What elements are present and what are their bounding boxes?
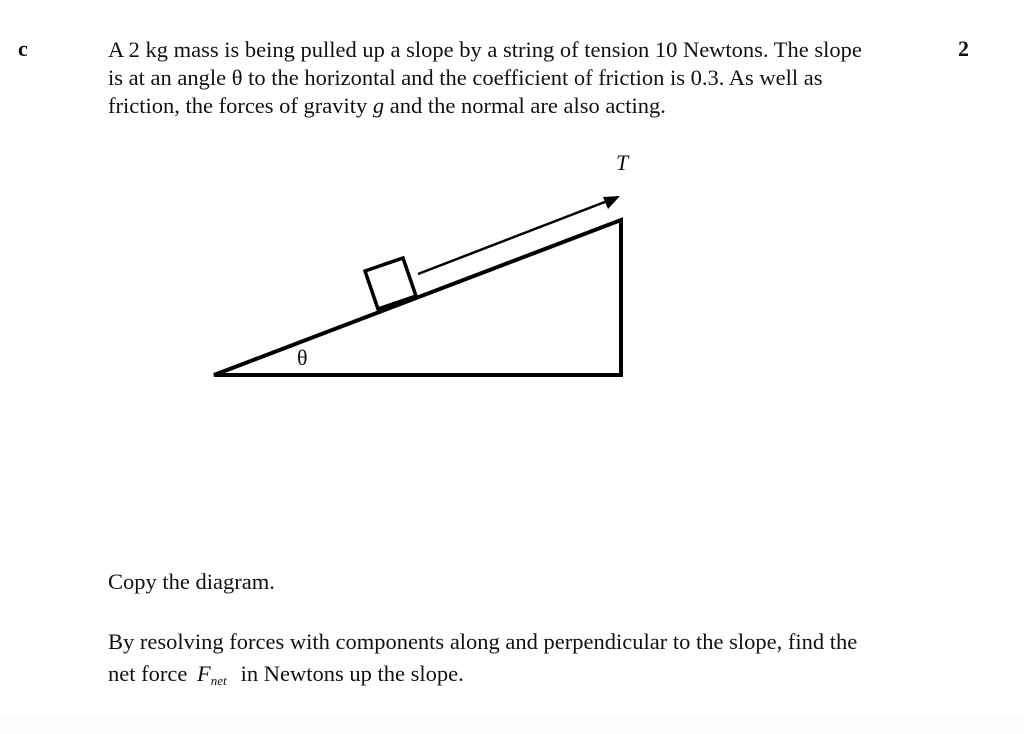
fnet-symbol <box>197 658 227 693</box>
arrow-head-icon <box>603 196 620 209</box>
angle-label: θ <box>297 345 308 370</box>
marks-value: 2 <box>958 36 969 61</box>
page-bottom-band <box>0 714 1024 734</box>
question-line-3-a: friction, the forces of gravity <box>108 93 373 118</box>
instruction-copy: Copy the diagram. <box>108 569 275 594</box>
fnet-subscript: net <box>210 673 227 688</box>
resolve-line-2-post: in Newtons up the slope. <box>240 661 464 686</box>
question-line-3-b: and the normal are also acting. <box>384 93 666 118</box>
resolve-line-1: By resolving forces with components along and perpendicular to the slope, find the <box>108 629 858 654</box>
question-line-2: is at an angle θ to the horizontal and the coefficient of friction is 0.3. As well as <box>108 65 823 90</box>
question-line-1: A 2 kg mass is being pulled up a slope by a string of tension 10 Newtons. The slope <box>108 37 862 62</box>
gravity-symbol: g <box>372 93 385 118</box>
question-part-label: c <box>18 36 28 61</box>
instruction-resolve <box>108 626 857 693</box>
resolve-line-2 <box>108 658 857 693</box>
resolve-line-2-pre: net force <box>108 661 188 686</box>
fnet-letter: F <box>196 661 211 686</box>
tension-label: T <box>616 150 629 175</box>
slope-triangle <box>214 220 621 375</box>
